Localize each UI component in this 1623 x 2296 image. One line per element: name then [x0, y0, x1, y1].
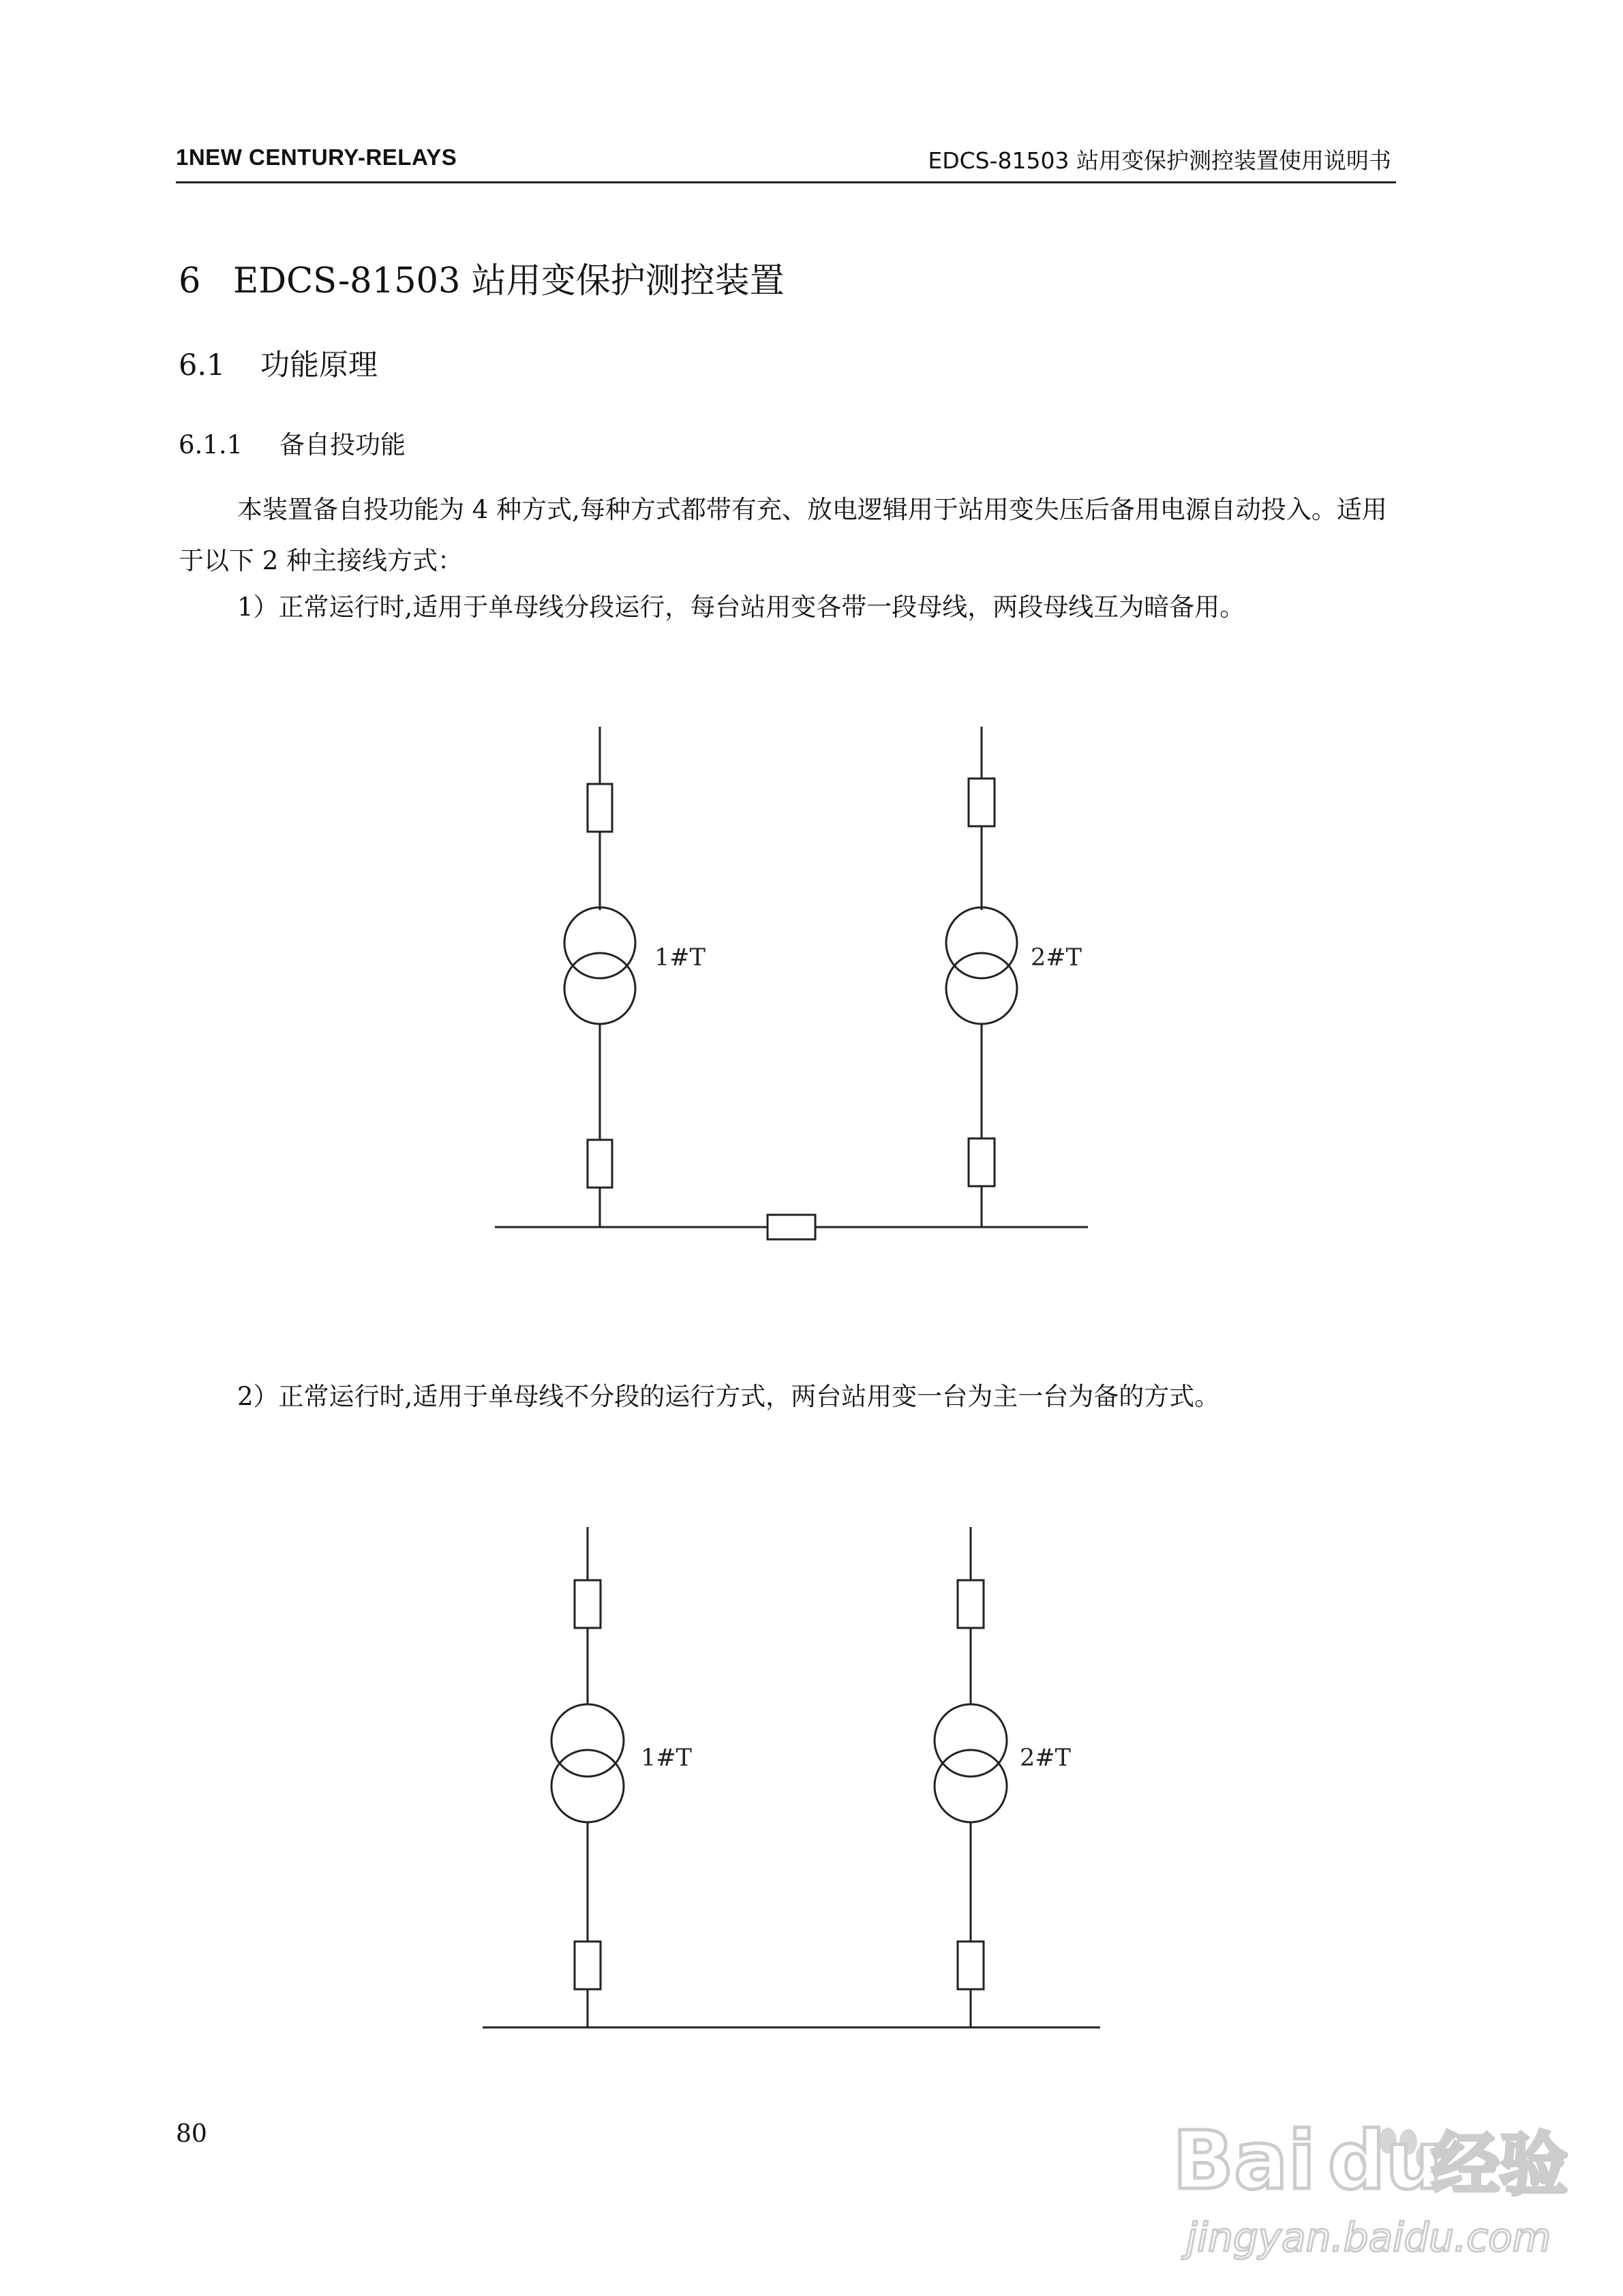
breaker-symbol: [958, 1942, 984, 1989]
transformer-winding-upper: [946, 907, 1017, 978]
intro-paragraph: 本装置备自投功能为 4 种方式,每种方式都带有充、放电逻辑用于站用变失压后备用电源自动投入。适用于以下 2 种主接线方式：: [179, 495, 1387, 575]
breaker-symbol: [575, 1580, 601, 1628]
transformer-label: 2#T: [1020, 1744, 1071, 1772]
subsection-heading: [179, 424, 406, 461]
breaker-symbol: [969, 1138, 995, 1186]
breaker-symbol: [588, 1140, 612, 1188]
transformer-label: 2#T: [1031, 944, 1082, 971]
transformer-winding-lower: [551, 1750, 624, 1822]
bus-tie-breaker: [768, 1215, 815, 1239]
watermark-url: jingyan.baidu.com: [1186, 2214, 1551, 2261]
transformer-label: 1#T: [654, 944, 706, 971]
section-heading: [179, 342, 378, 384]
breaker-symbol: [588, 784, 612, 832]
transformer-winding-upper: [935, 1704, 1007, 1777]
baidu-jingyan-watermark: [1152, 2072, 1568, 2277]
header-doc-title: EDCS-81503 站用变保护测控装置使用说明书: [928, 147, 1391, 174]
subsection-number: 6.1.1: [179, 430, 243, 459]
transformer-label: 1#T: [641, 1744, 692, 1772]
transformer-winding-lower: [935, 1750, 1007, 1822]
transformer-winding-upper: [564, 907, 635, 978]
baidu-logo-icon: [1152, 2072, 1568, 2277]
watermark-logo-text-2: du: [1328, 2113, 1443, 2207]
section-number: 6.1: [179, 348, 226, 382]
breaker-symbol: [575, 1942, 601, 1989]
page-number: 80: [176, 2120, 207, 2148]
transformer-winding-lower: [564, 953, 635, 1024]
list-item-1: 1）正常运行时,适用于单母线分段运行，每台站用变各带一段母线，两段母线互为暗备用。: [237, 592, 1245, 622]
list-item-2: 2）正常运行时,适用于单母线不分段的运行方式，两台站用变一台为主一台为备的方式。: [237, 1382, 1220, 1411]
header-rule: [176, 181, 1396, 183]
chapter-number: 6: [179, 261, 201, 301]
subsection-title: 备自投功能: [279, 430, 406, 459]
chapter-heading: [179, 252, 785, 303]
watermark-product-text: 经验: [1431, 2125, 1568, 2205]
breaker-symbol: [969, 779, 995, 826]
breaker-symbol: [958, 1580, 984, 1628]
watermark-logo-text: Bai: [1172, 2113, 1316, 2207]
transformer-winding-lower: [946, 953, 1017, 1024]
chapter-title: EDCS-81503 站用变保护测控装置: [233, 261, 785, 301]
section-title: 功能原理: [260, 348, 378, 382]
transformer-winding-upper: [551, 1704, 624, 1777]
header-company: 1NEW CENTURY-RELAYS: [176, 145, 457, 170]
